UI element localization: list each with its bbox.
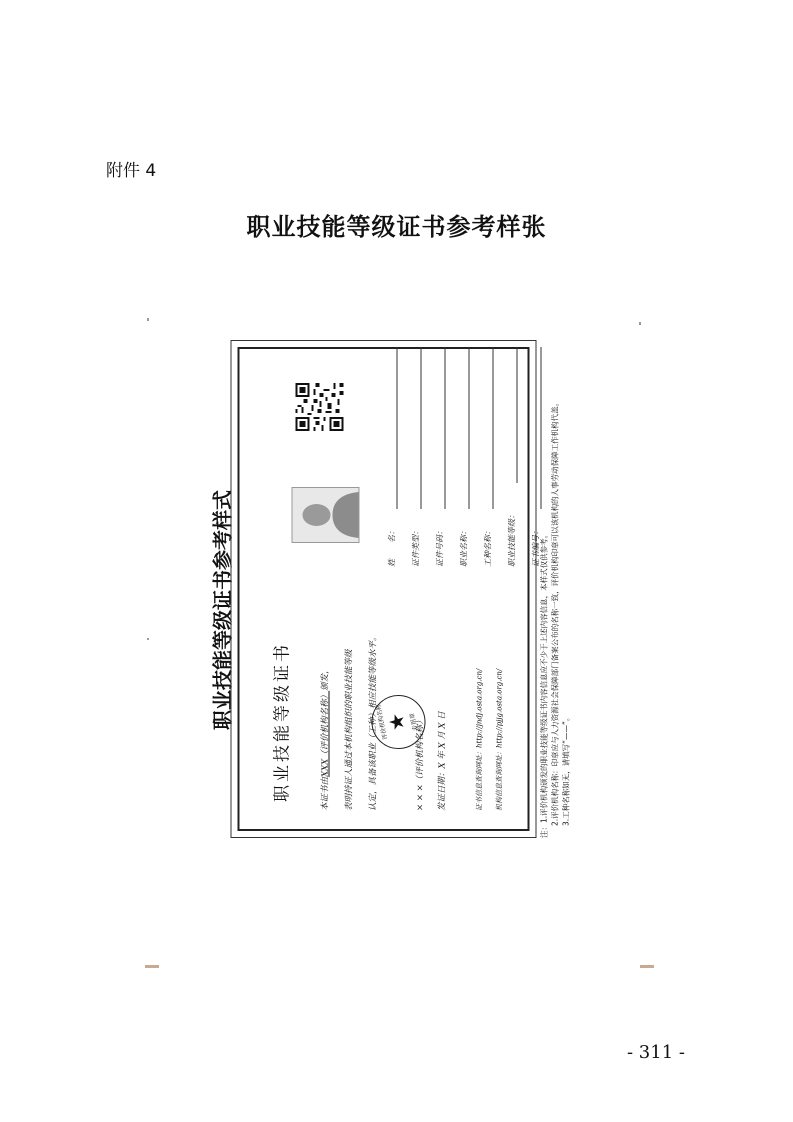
field-label: 证件号码： [435,527,444,567]
certificate-outer-border [230,340,540,838]
rotated-sample-sheet [200,330,573,890]
seal-text: 评价机构名称 [374,703,389,741]
certificate-query-url: 证书信息查询网址：http://jndj.osta.org.cn/ [475,668,483,811]
statement-line-2: 表明持证人通过本机构组织的职业技能等级 [344,649,354,811]
portrait-silhouette-icon [292,488,358,542]
scan-speck [639,322,641,325]
scan-edge-mark [640,965,654,968]
statement-line-1 [313,581,337,811]
seal-star-icon: ★ [384,713,408,731]
issue-date-value: X 年 X 月 X 日 [437,711,447,769]
document-title: 职业技能等级证书参考样张 [246,212,547,241]
field-blank [444,347,445,509]
field-row [377,347,401,567]
scan-speck [147,638,149,640]
issuer-signature-line: × × ×（评价机构名称） [415,716,425,811]
field-row [401,347,425,567]
certificate-frame [237,347,540,831]
sample-notes [538,330,571,838]
field-row [449,347,473,567]
issuer-name: XXX（评价机构名称） [320,690,330,777]
note-line: 3.工种名称如无，请填写“——”。 [561,713,570,826]
seal-subtext: 专用章 [408,712,419,732]
field-blank [468,347,469,509]
note-line: 2.评价机构名称：印章应与人力资源社会保障部门备案公布的名称一致，评价机构印章可以该机构的人事劳动保障工作机构代盖。 [550,398,559,826]
field-label: 工种名称： [483,527,492,567]
issue-date-label: 发证日期： [437,768,447,811]
query-links [469,669,509,811]
field-row [497,347,521,567]
field-row [425,347,449,567]
official-seal [371,695,425,749]
issue-date-row [435,711,447,811]
scan-edge-mark [145,965,159,968]
sample-sheet [200,330,573,890]
statement-suffix: 颁发， [320,665,330,691]
field-label: 姓 名： [387,527,396,567]
sample-sheet-title: 职业技能等级证书参考样式 [210,490,234,730]
field-label: 职业名称： [459,527,468,567]
statement-line-3: 认定，具备该职业（工种）相应技能等级水平。 [368,632,378,811]
field-row [473,347,497,567]
institution-query-url: 机构信息查询网址：http://pjjg.osta.org.cn/ [495,668,503,811]
field-blank [516,347,517,483]
field-blank [396,347,397,509]
scan-speck [147,318,149,321]
qr-code-icon [295,383,343,431]
field-blank [420,347,421,509]
field-blank [492,347,493,509]
holder-info-fields [377,347,545,567]
field-label: 证件类型： [411,527,420,567]
field-label: 证书编号： [531,527,540,567]
statement-prefix: 本证书由 [320,776,330,811]
page-number: - 311 - [627,1042,685,1063]
annex-label: 附件 4 [106,161,157,181]
holder-photo [291,487,359,543]
field-label: 职业技能等级： [507,511,516,567]
note-line: 注：1.评价机构颁发的职业技能等级证书内容信息应不少于上述内容信息，本样式仅供参考。 [539,530,548,838]
certificate-heading: 职业技能等级证书 [272,642,292,802]
